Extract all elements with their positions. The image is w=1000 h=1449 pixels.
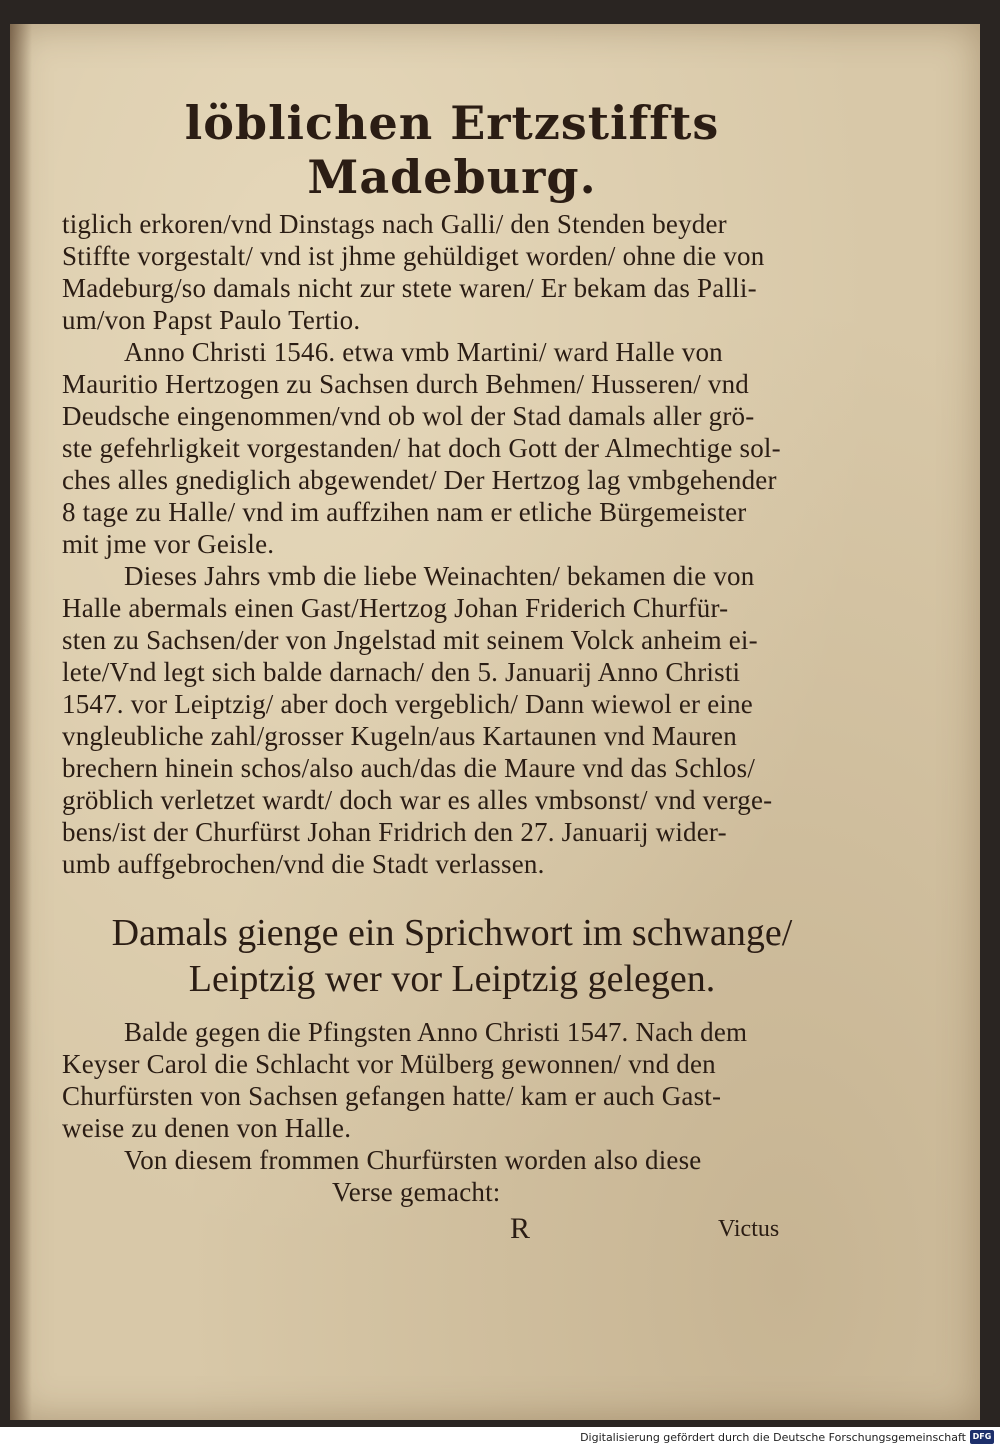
paragraph-2 bbox=[62, 336, 842, 560]
text-line: Halle abermals einen Gast/Hertzog Johan Friderich Churfür- bbox=[62, 593, 729, 623]
text-line: Stiffte vorgestalt/ vnd ist jhme gehüldiget worden/ ohne die von bbox=[62, 241, 765, 271]
text-line: bens/ist der Churfürst Johan Fridrich den 27. Januarij wider- bbox=[62, 817, 727, 847]
page-footer-marks bbox=[62, 1212, 842, 1252]
text-line: weise zu denen von Halle. bbox=[62, 1113, 352, 1143]
text-line: um/von Papst Paulo Tertio. bbox=[62, 305, 361, 335]
text-line: Dieses Jahrs vmb die liebe Weinachten/ bekamen die von bbox=[124, 561, 755, 591]
page-spine-shadow bbox=[10, 24, 32, 1420]
text-line: sten zu Sachsen/der von Jngelstad mit seinem Volck anheim ei- bbox=[62, 625, 758, 655]
text-line: 8 tage zu Halle/ vnd im auffzihen nam er etliche Bürgemeister bbox=[62, 497, 747, 527]
paragraph-3 bbox=[62, 560, 842, 880]
text-line: Balde gegen die Pfingsten Anno Christi 1547. Nach dem bbox=[124, 1017, 748, 1047]
text-line: ste gefehrligkeit vorgestanden/ hat doch Gott der Almechtige sol- bbox=[62, 433, 781, 463]
spacer bbox=[62, 880, 842, 910]
spacer bbox=[62, 1002, 842, 1016]
text-line: gröblich verletzet wardt/ doch war es alles vmbsonst/ vnd verge- bbox=[62, 785, 773, 815]
catchword: Victus bbox=[718, 1216, 780, 1242]
dfg-logo-icon: DFG bbox=[970, 1430, 994, 1444]
text-line: Anno Christi 1546. etwa vmb Martini/ ward Halle von bbox=[124, 337, 723, 367]
book-page bbox=[10, 24, 980, 1420]
running-header: löblichen Ertzstiffts Madeburg. bbox=[184, 96, 720, 204]
headline-line: Damals gienge ein Sprichwort im schwange/ bbox=[111, 912, 793, 954]
section-headline bbox=[62, 910, 842, 1002]
text-line: 1547. vor Leiptzig/ aber doch vergeblich/ Dann wiewol er eine bbox=[62, 689, 753, 719]
text-line: brechern hinein schos/also auch/das die Maure vnd das Schlos/ bbox=[62, 753, 756, 783]
headline-line: Leiptzig wer vor Leiptzig gelegen. bbox=[188, 958, 716, 1000]
page-text-block bbox=[62, 86, 842, 1252]
funding-notice: Digitalisierung gefördert durch die Deutsche Forschungsgemeinschaft bbox=[580, 1431, 966, 1444]
text-line: Keyser Carol die Schlacht vor Mülberg gewonnen/ vnd den bbox=[62, 1049, 716, 1079]
text-line: Deudsche eingenommen/vnd ob wol der Stad damals aller grö- bbox=[62, 401, 755, 431]
text-line: mit jme vor Geisle. bbox=[62, 529, 275, 559]
text-line: Churfürsten von Sachsen gefangen hatte/ kam er auch Gast- bbox=[62, 1081, 722, 1111]
text-line: tiglich erkoren/vnd Dinstags nach Galli/ den Stenden beyder bbox=[62, 209, 727, 239]
text-line: Von diesem frommen Churfürsten worden also diese bbox=[124, 1145, 702, 1175]
paragraph-1 bbox=[62, 208, 842, 336]
text-line: Verse gemacht: bbox=[332, 1177, 501, 1207]
signature-mark: R bbox=[510, 1212, 531, 1245]
text-line: Mauritio Hertzogen zu Sachsen durch Behmen/ Husseren/ vnd bbox=[62, 369, 749, 399]
text-line: Madeburg/so damals nicht zur stete waren/ Er bekam das Palli- bbox=[62, 273, 757, 303]
text-line: umb auffgebrochen/vnd die Stadt verlassen. bbox=[62, 849, 545, 879]
text-line: lete/Vnd legt sich balde darnach/ den 5. Januarij Anno Christi bbox=[62, 657, 741, 687]
paragraph-5 bbox=[62, 1144, 842, 1208]
text-line: vngleubliche zahl/grosser Kugeln/aus Kartaunen vnd Mauren bbox=[62, 721, 737, 751]
paragraph-4 bbox=[62, 1016, 842, 1144]
attribution-footer bbox=[0, 1427, 1000, 1449]
text-line: ches alles gnediglich abgewendet/ Der Hertzog lag vmbgehender bbox=[62, 465, 777, 495]
